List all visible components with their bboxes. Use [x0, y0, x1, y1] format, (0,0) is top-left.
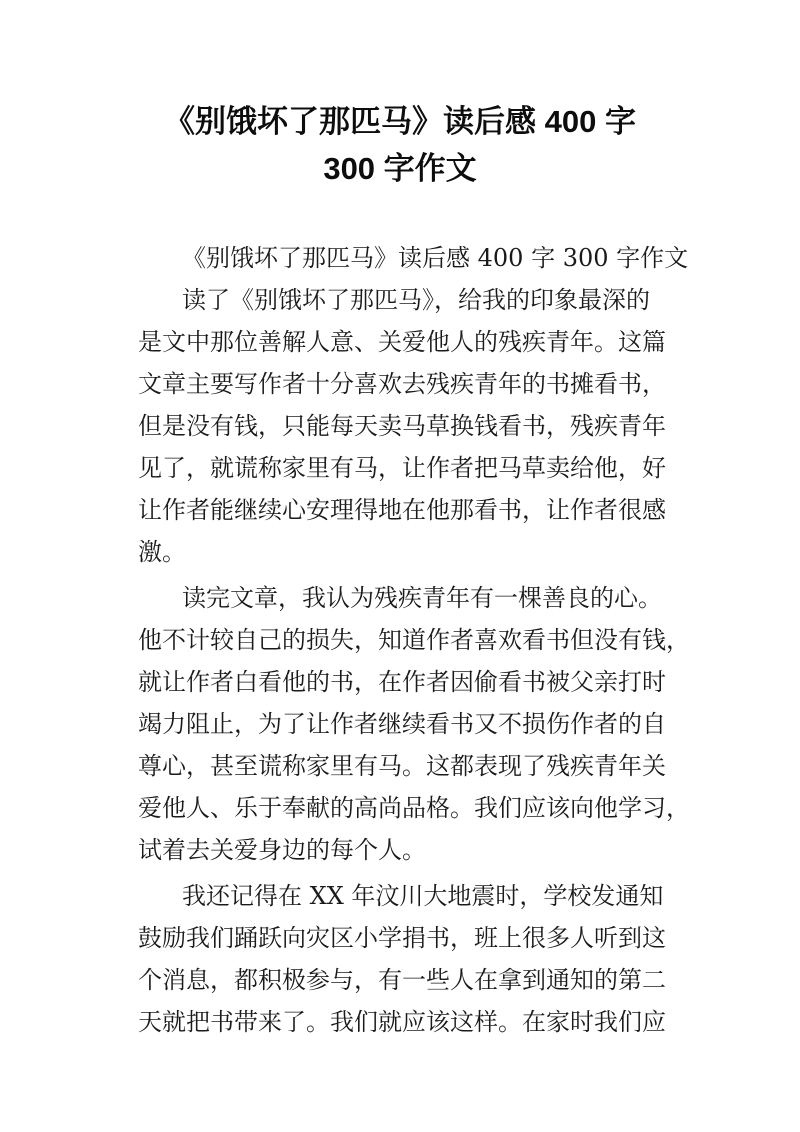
paragraph-line: 竭力阻止，为了让作者继续看书又不损伤作者的自: [138, 710, 666, 738]
paragraph-line: 鼓励我们踊跃向灾区小学捐书，班上很多人听到这: [138, 924, 666, 952]
paragraph-line: 爱他人、乐于奉献的高尚品格。我们应该向他学习，: [138, 794, 690, 822]
paragraph-line: 激。: [138, 538, 186, 566]
paragraph-line: 他不计较自己的损失，知道作者喜欢看书但没有钱，: [138, 626, 690, 654]
document-title-line-1: 《别饿坏了那匹马》读后感 400 字: [164, 104, 636, 139]
paragraph-line: 就让作者白看他的书，在作者因偷看书被父亲打时: [138, 668, 666, 696]
paragraph-line: 见了，就谎称家里有马，让作者把马草卖给他，好: [138, 454, 666, 482]
paragraph-line: 尊心，甚至谎称家里有马。这都表现了残疾青年关: [138, 752, 666, 780]
paragraph-line: 试着去关爱身边的每个人。: [138, 836, 426, 864]
paragraph-line: 天就把书带来了。我们就应该这样。在家时我们应: [138, 1008, 666, 1036]
paragraph-line: 我还记得在 XX 年汶川大地震时，学校发通知: [182, 882, 664, 910]
paragraph-line: 让作者能继续心安理得地在他那看书，让作者很感: [138, 496, 666, 524]
body-heading-line: 《别饿坏了那匹马》读后感 400 字 300 字作文: [182, 244, 689, 272]
paragraph-line: 读完文章，我认为残疾青年有一棵善良的心。: [182, 584, 662, 612]
paragraph-line: 文章主要写作者十分喜欢去残疾青年的书摊看书，: [138, 370, 666, 398]
document-title-line-2: 300 字作文: [323, 151, 477, 186]
paragraph-line: 是文中那位善解人意、关爱他人的残疾青年。这篇: [138, 328, 666, 356]
paragraph-line: 但是没有钱，只能每天卖马草换钱看书，残疾青年: [138, 412, 666, 440]
paragraph-line: 读了《别饿坏了那匹马》，给我的印象最深的: [182, 286, 650, 314]
paragraph-line: 个消息，都积极参与，有一些人在拿到通知的第二: [138, 966, 666, 994]
